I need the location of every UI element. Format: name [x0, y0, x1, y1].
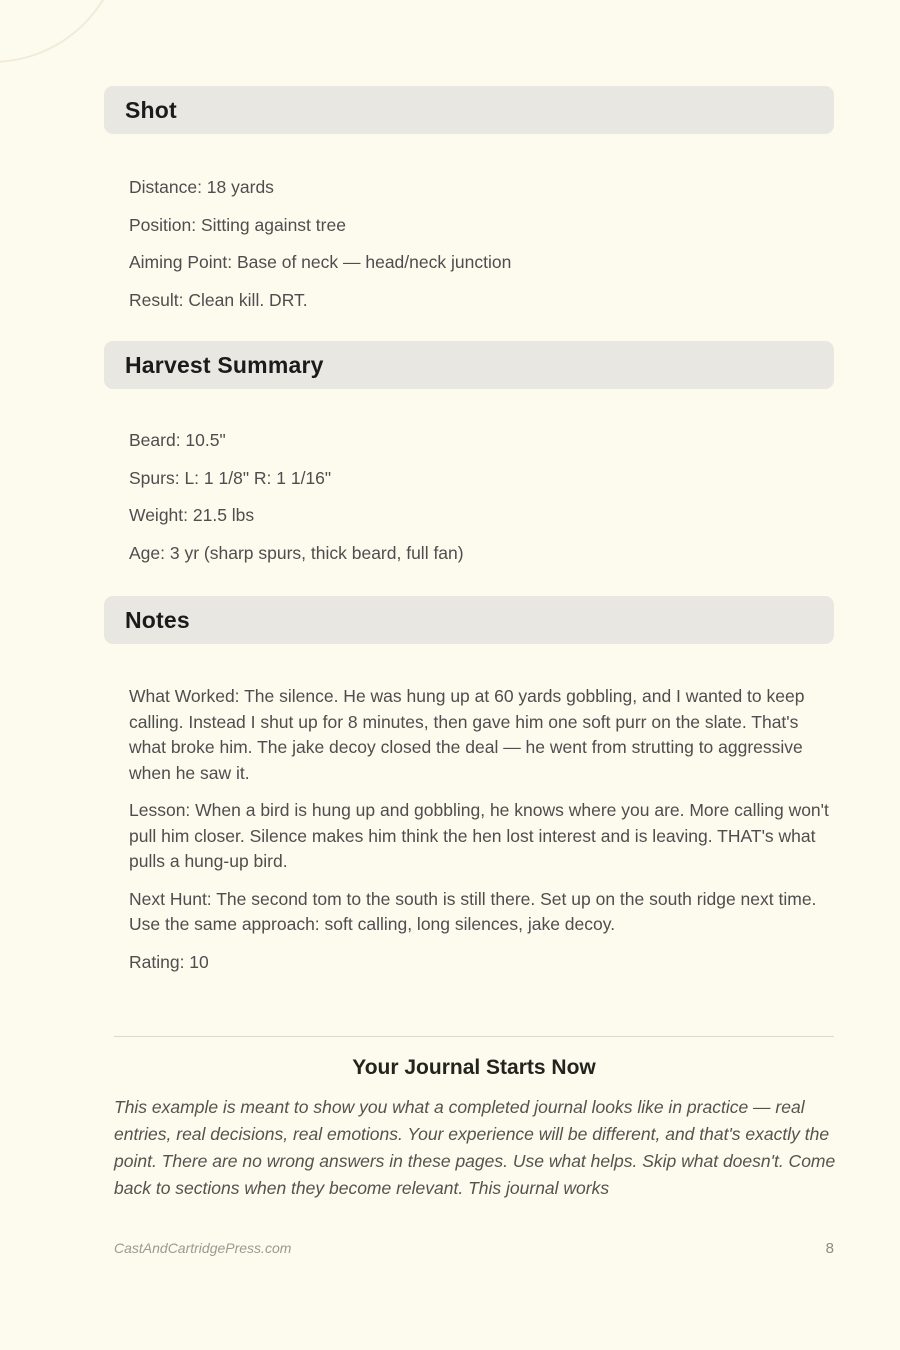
page-footer	[114, 1240, 834, 1257]
harvest-spurs: Spurs: L: 1 1/8" R: 1 1/16"	[129, 467, 332, 488]
section-body-notes	[129, 684, 835, 987]
section-title-shot: Shot	[125, 96, 177, 123]
section-title-harvest-summary: Harvest Summary	[125, 351, 324, 378]
harvest-age: Age: 3 yr (sharp spurs, thick beard, full fan)	[129, 542, 464, 563]
footer-brand: CastAndCartridgePress.com	[114, 1240, 292, 1256]
notes-rating: Rating: 10	[129, 951, 209, 972]
harvest-weight: Weight: 21.5 lbs	[129, 505, 255, 525]
section-header-harvest-summary	[104, 341, 834, 389]
shot-distance: Distance: 18 yards	[129, 177, 274, 197]
corner-arc-decoration	[0, 0, 123, 63]
closing-heading: Your Journal Starts Now	[352, 1056, 596, 1079]
section-header-shot	[104, 86, 834, 134]
shot-position: Position: Sitting against tree	[129, 214, 346, 235]
section-header-notes	[104, 596, 834, 644]
section-title-notes: Notes	[125, 606, 190, 633]
footer-page-number: 8	[825, 1240, 834, 1257]
shot-aiming-point: Aiming Point: Base of neck — head/neck junction	[129, 252, 512, 272]
section-body-shot	[129, 175, 835, 325]
notes-lesson: Lesson: When a bird is hung up and gobbling, he knows where you are. More calling won't pull him closer. Silence makes him think the hen lost interest and is leaving. THAT's what pulls a hung-up bird.	[129, 800, 829, 871]
notes-next-hunt: Next Hunt: The second tom to the south is still there. Set up on the south ridge next time. Use the same approach: soft calling, long silences, jake decoy.	[129, 888, 817, 934]
shot-result: Result: Clean kill. DRT.	[129, 289, 308, 310]
section-divider	[114, 1036, 834, 1037]
notes-what-worked: What Worked: The silence. He was hung up at 60 yards gobbling, and I wanted to keep calling. Instead I shut up for 8 minutes, then gave him one soft purr on the slate. That's what broke him. The jake decoy closed the deal — he went from strutting to aggressive when he saw it.	[129, 686, 805, 783]
closing-paragraph: This example is meant to show you what a completed journal looks like in practice — real entries, real decisions, real emotions. Your experience will be different, and that's exactly the point. There are no wrong answers in these pages. Use what helps. Skip what doesn't. Come back to sections when they become relevant. This journal works	[114, 1097, 836, 1198]
harvest-beard: Beard: 10.5"	[129, 430, 226, 450]
section-body-harvest-summary	[129, 428, 835, 578]
